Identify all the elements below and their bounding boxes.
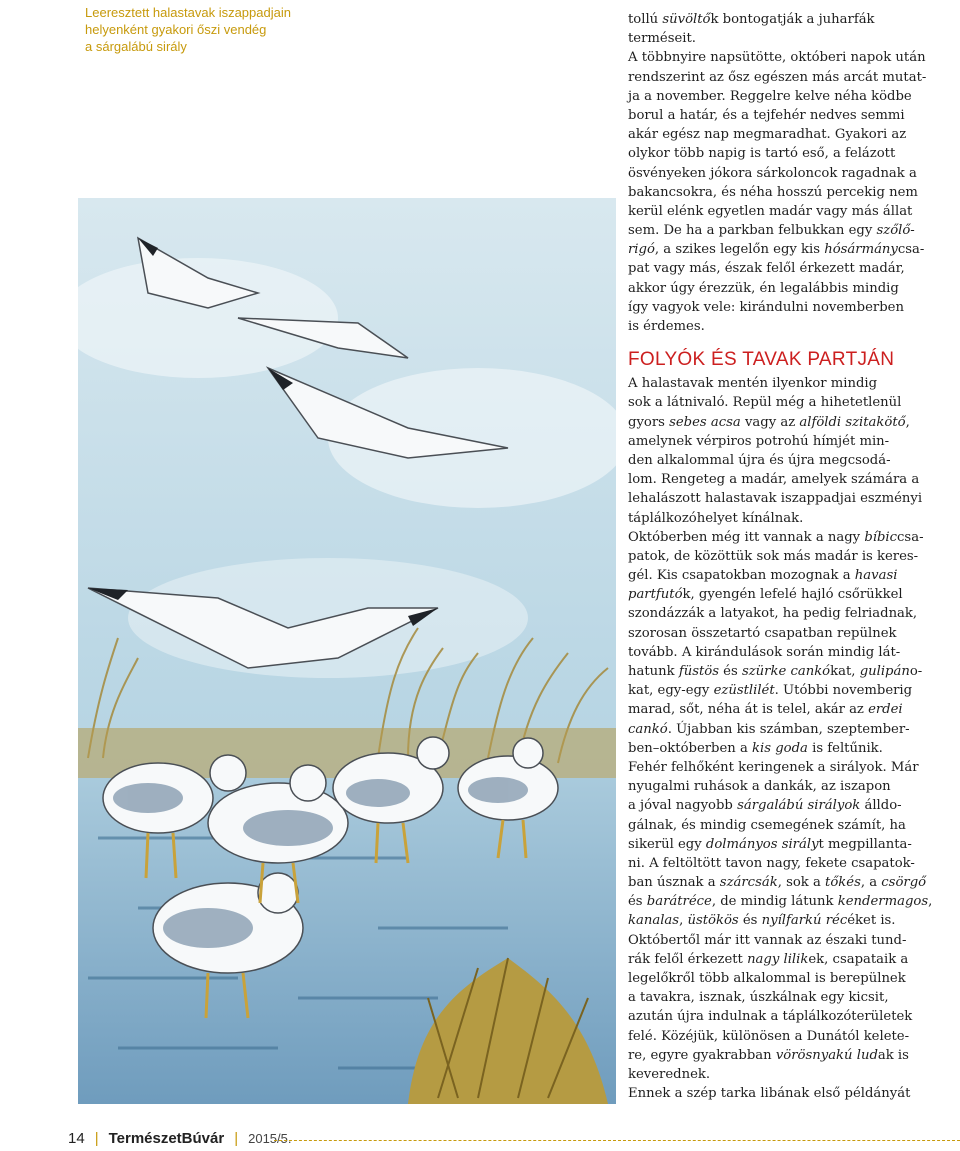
text-line: ban úsznak a szárcsák, sok a tőkés, a csörgő	[628, 875, 927, 891]
text-line: marad, sőt, néha át is telel, akár az erdei	[628, 702, 903, 718]
text-line: lehalászott halastavak iszappadjai eszményi	[628, 491, 923, 507]
text-line: partfutók, gyengén lefelé hajló csőrükkel	[628, 587, 903, 603]
text-line: nyugalmi ruhások a dankák, az iszapon	[628, 779, 891, 795]
text-line: a tavakra, isznak, úszkálnak egy kicsit,	[628, 990, 889, 1006]
text-line: kat, egy-egy ezüstlilét. Utóbbi novemberig	[628, 683, 913, 699]
text-line: ösvényeken jókora sárkoloncok ragadnak a	[628, 165, 917, 181]
caption-line: a sárgalábú sirály	[85, 39, 187, 54]
footer-rule	[274, 1140, 960, 1141]
text-line: rigó, a szikes legelőn egy kis hósármánycsa-	[628, 242, 925, 258]
text-line: kerül elénk egyetlen madár vagy más állat	[628, 203, 913, 219]
text-line: olykor több napig is tartó eső, a felázott	[628, 146, 896, 162]
text-line: Októberben még itt vannak a nagy bíbiccsa-	[628, 529, 924, 545]
gull-illustration	[78, 198, 616, 1104]
footer-divider: |	[94, 1129, 99, 1147]
text-line: akkor úgy érezzük, én legalábbis mindig	[628, 280, 899, 296]
text-line: gyors sebes acsa vagy az alföldi szitakötő,	[628, 414, 910, 430]
text-line: keverednek.	[628, 1066, 711, 1082]
text-line: borul a határ, és a tejfehér nedves semmi	[628, 107, 905, 123]
text-line: tollú süvöltők bontogatják a juharfák	[628, 12, 875, 27]
text-line: sikerül egy dolmányos sirályt megpillanta-	[628, 836, 912, 852]
text-line: re, egyre gyakrabban vörösnyakú ludak is	[628, 1047, 909, 1063]
caption-line: Leeresztett halastavak iszappadjain	[85, 5, 291, 20]
text-line: akár egész nap megmaradhat. Gyakori az	[628, 127, 907, 143]
text-line: Fehér felhőként keringenek a sirályok. Már	[628, 759, 919, 775]
text-line: den alkalommal újra és újra megcsodá-	[628, 452, 891, 468]
text-line: rendszerint az ősz egészen más arcát mutat-	[628, 69, 927, 85]
footer-divider: |	[234, 1129, 239, 1147]
section-heading: FOLYÓK ÉS TAVAK PARTJÁN	[628, 349, 895, 371]
text-line: amelynek vérpiros potrohú hímjét min-	[628, 433, 890, 449]
page-number: 14	[68, 1129, 85, 1147]
text-line: pat vagy más, észak felől érkezett madár,	[628, 261, 905, 277]
text-line: kanalas, üstökös és nyílfarkú récéket is.	[628, 913, 896, 929]
text-line: hatunk füstös és szürke cankókat, gulipáno-	[628, 664, 923, 679]
text-line: így vagyok vele: kirándulni novemberben	[628, 299, 904, 315]
text-line: legelőkről több alkalommal is berepülnek	[628, 971, 906, 986]
text-line: táplálkozóhelyet kínálnak.	[628, 510, 804, 526]
text-line: azután újra indulnak a táplálkozóterületek	[628, 1009, 913, 1025]
text-line: rák felől érkezett nagy lilikek, csapataik a	[628, 951, 909, 967]
issue-number: 2015/5.	[248, 1130, 292, 1146]
article-text	[628, 10, 953, 1103]
page-footer	[68, 1128, 291, 1148]
text-line: cankó. Újabban kis számban, szeptember-	[628, 721, 910, 737]
text-line: is érdemes.	[628, 319, 705, 334]
magazine-name: TermészetBúvár	[108, 1129, 225, 1147]
text-line: szondázzák a latyakot, ha pedig felriadnak,	[628, 606, 918, 622]
text-line: lom. Rengeteg a madár, amelyek számára a	[628, 472, 920, 488]
text-line: gél. Kis csapatokban mozognak a havasi	[628, 568, 898, 584]
text-line: patok, de közöttük sok más madár is keres-	[628, 548, 919, 564]
figure-caption	[85, 4, 315, 55]
text-line: terméseit.	[628, 31, 696, 47]
text-line: szorosan összetartó csapatban repülnek	[628, 625, 897, 641]
text-line: tovább. A kirándulások során mindig lát-	[628, 644, 901, 660]
text-line: ben–októberben a kis goda is feltűnik.	[628, 740, 883, 756]
text-line: A többnyire napsütötte, októberi napok után	[628, 50, 926, 66]
text-line: bakancsokra, és néha hosszú percekig nem	[628, 184, 918, 200]
text-line: Ennek a szép tarka libának első példányát	[628, 1086, 911, 1102]
text-line: sok a látnivaló. Repül még a hihetetlenül	[628, 395, 902, 411]
text-line: és barátréce, de mindig látunk kendermagos,	[628, 894, 933, 910]
text-line: gálnak, és mindig csemegének számít, ha	[628, 817, 906, 833]
text-line: Októbertől már itt vannak az északi tund-	[628, 932, 907, 948]
text-line: ni. A feltöltött tavon nagy, fekete csapatok-	[628, 855, 915, 871]
caption-line: helyenként gyakori őszi vendég	[85, 22, 267, 37]
text-line: felé. Közéjük, különösen a Dunától kelete-	[628, 1028, 910, 1044]
text-line: ja a november. Reggelre kelve néha ködbe	[628, 88, 912, 104]
text-line: A halastavak mentén ilyenkor mindig	[628, 376, 878, 392]
text-line: sem. De ha a parkban felbukkan egy szőlő-	[628, 223, 915, 239]
text-line: a jóval nagyobb sárgalábú sirályok álldo-	[628, 798, 902, 814]
